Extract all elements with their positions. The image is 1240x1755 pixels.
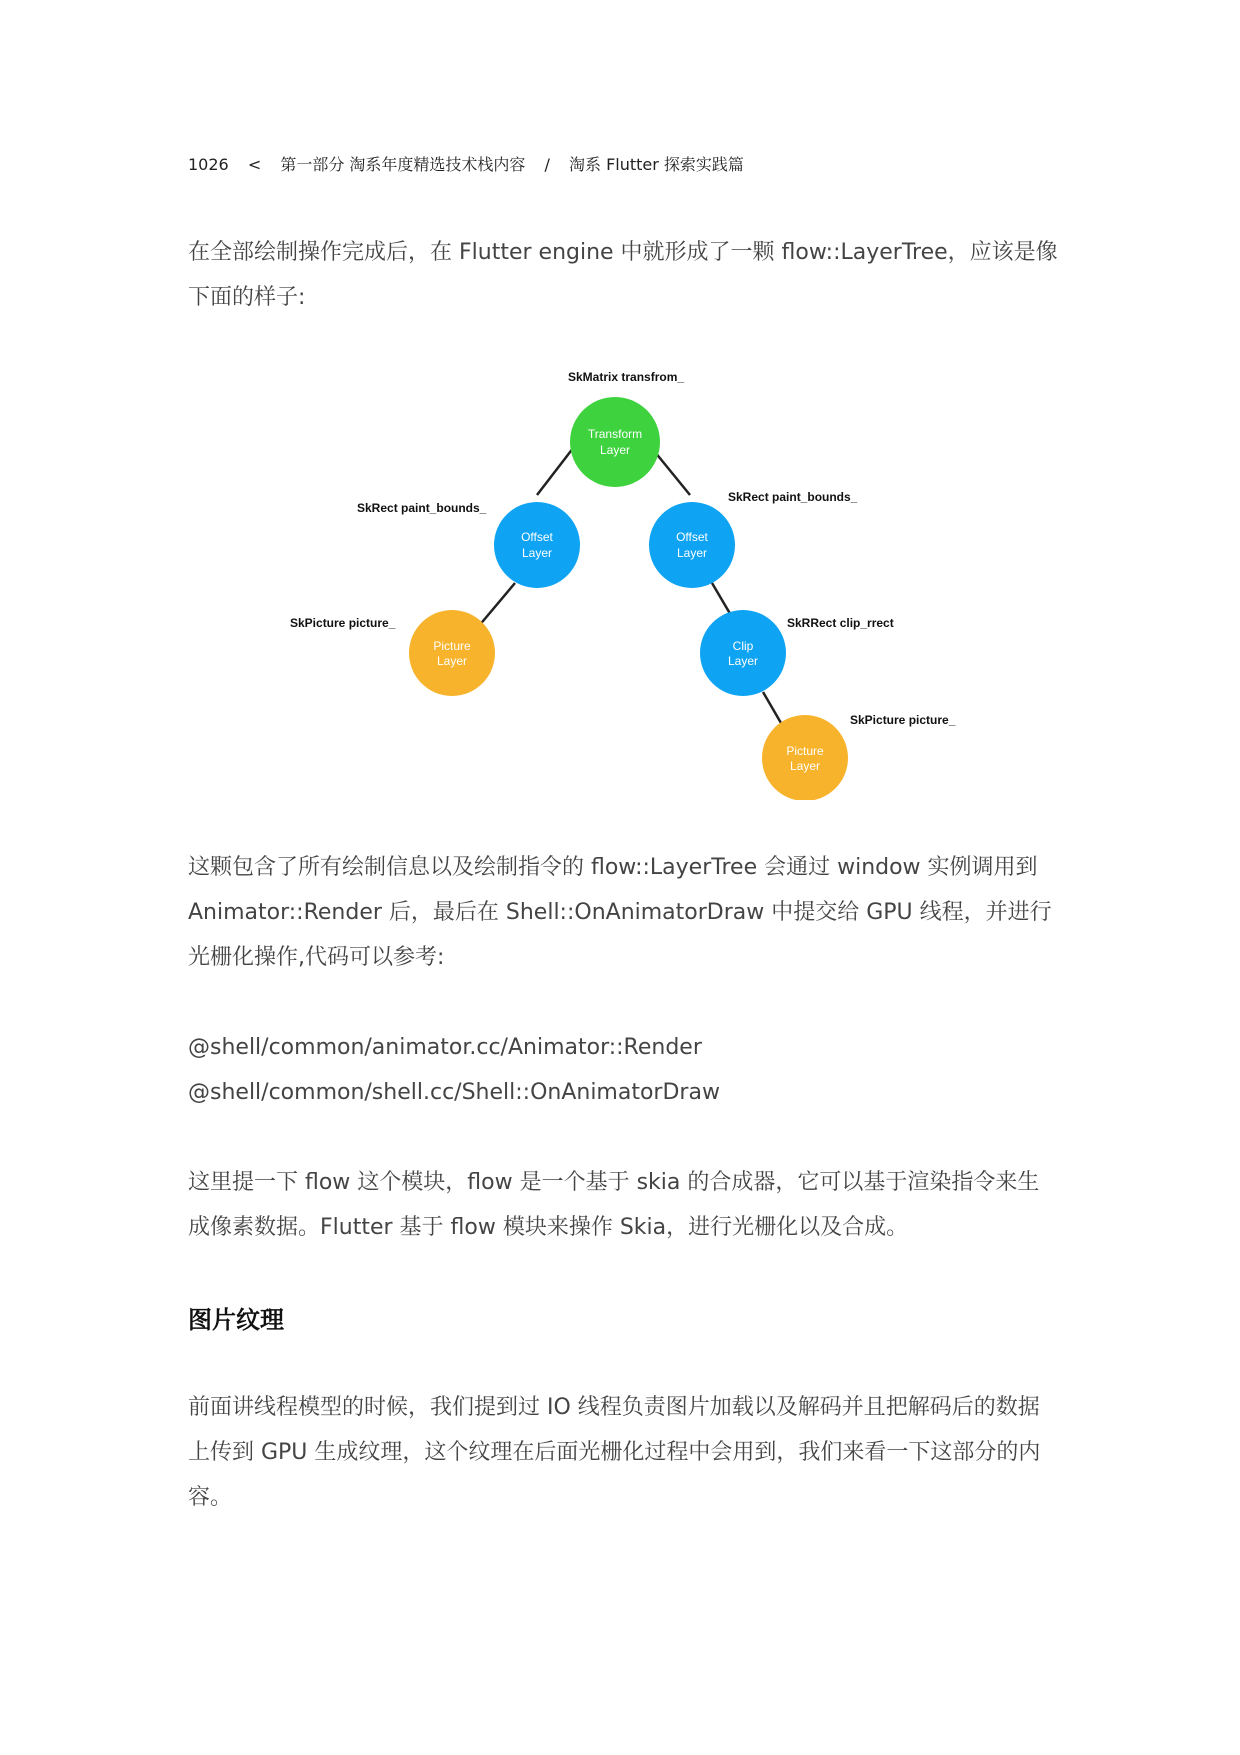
texture-intro-paragraph: 前面讲线程模型的时候，我们提到过 IO 线程负责图片加载以及解码并且把解码后的数据上传到 GPU 生成纹理，这个纹理在后面光栅化过程中会用到，我们来看一下这部分的内容。 — [188, 1395, 1041, 1510]
node-picture-layer-left — [409, 610, 495, 696]
node-offset-layer-right — [649, 502, 735, 588]
node-offset-right-label-1: Offset — [676, 530, 708, 544]
header-section-title: 淘系 Flutter 探索实践篇 — [568, 155, 744, 174]
annotation-picture-left: SkPicture picture_ — [290, 616, 396, 630]
intro-paragraph: 在全部绘制操作完成后，在 Flutter engine 中就形成了一颗 flow::LayerTree，应该是像下面的样子: — [188, 240, 1058, 310]
node-picture-left-label-1: Picture — [433, 639, 471, 653]
annotation-picture-right: SkPicture picture_ — [850, 713, 956, 727]
node-clip-label-2: Layer — [727, 654, 759, 668]
node-transform-label-2: Layer — [599, 443, 631, 457]
node-transform-layer — [570, 397, 660, 487]
node-offset-right-label-2: Layer — [676, 546, 708, 560]
node-offset-layer-left — [494, 502, 580, 588]
annotation-offset-left: SkRect paint_bounds_ — [357, 501, 487, 515]
node-offset-left-label-1: Offset — [521, 530, 553, 544]
code-reference-2: @shell/common/shell.cc/Shell::OnAnimatorDraw — [188, 1080, 720, 1105]
annotation-offset-right: SkRect paint_bounds_ — [728, 490, 858, 504]
layer-tree-diagram — [270, 365, 990, 800]
code-reference-1: @shell/common/animator.cc/Animator::Render — [188, 1035, 702, 1060]
node-picture-right-label-1: Picture — [786, 744, 824, 758]
after-figure-paragraph: 这颗包含了所有绘制信息以及绘制指令的 flow::LayerTree 会通过 window 实例调用到 Animator::Render 后，最后在 Shell::OnAnimatorDraw 中提交给 GPU 线程，并进行光栅化操作,代码可以参考: — [188, 855, 1052, 970]
node-picture-right-label-2: Layer — [789, 759, 821, 773]
node-offset-left-label-2: Layer — [521, 546, 553, 560]
node-transform-label-1: Transform — [587, 427, 643, 441]
node-clip-label-1: Clip — [732, 639, 754, 653]
node-picture-left-label-2: Layer — [436, 654, 468, 668]
header-part-title: 第一部分 淘系年度精选技术栈内容 — [280, 155, 526, 174]
section-heading: 图片纹理 — [188, 1306, 284, 1334]
page-header — [188, 152, 758, 175]
layer-tree-svg — [270, 365, 990, 800]
header-separator: / — [544, 155, 550, 174]
edge-offset-left-picture-left — [478, 583, 515, 627]
flow-note-paragraph: 这里提一下 flow 这个模块，flow 是一个基于 skia 的合成器，它可以基于渲染指令来生成像素数据。Flutter 基于 flow 模块来操作 Skia，进行光栅化以及合成。 — [188, 1170, 1040, 1240]
edge-offset-right-clip — [712, 583, 732, 617]
header-arrow: < — [247, 155, 262, 174]
edge-clip-picture-right — [763, 692, 781, 723]
annotation-clip: SkRRect clip_rrect — [787, 616, 894, 630]
node-clip-layer — [700, 610, 786, 696]
page-number: 1026 — [188, 155, 229, 174]
annotation-transform: SkMatrix transfrom_ — [568, 370, 685, 384]
